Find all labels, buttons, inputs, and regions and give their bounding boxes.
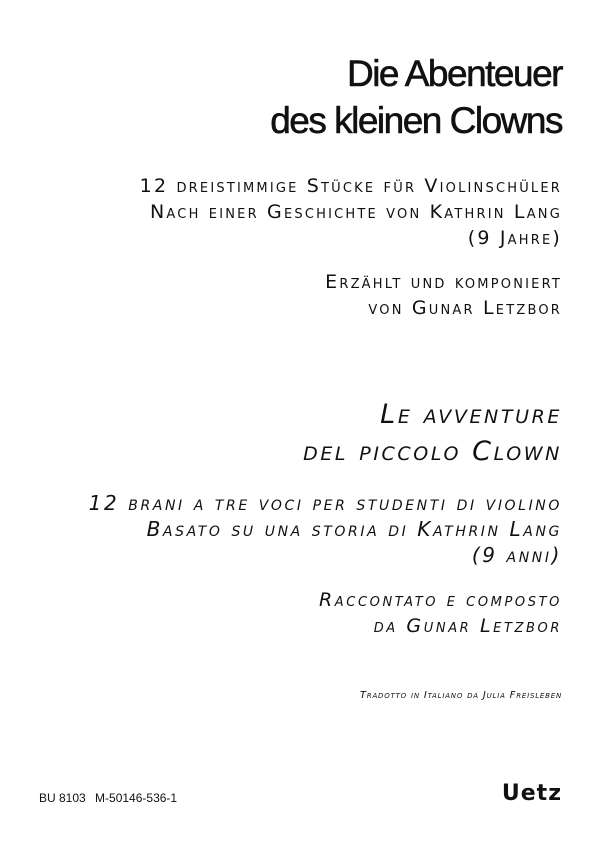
german-subtitle [140, 173, 562, 251]
german-credit-line: von Gunar Letzbor [368, 297, 562, 319]
italian-subtitle-line: (9 anni) [471, 543, 562, 567]
ismn-number: M-50146-536-1 [95, 791, 178, 805]
catalog-number: BU 8103 [39, 791, 86, 805]
german-title-line: des kleinen Clowns [270, 100, 562, 141]
german-subtitle-line: Nach einer Geschichte von Kathrin Lang [150, 201, 562, 223]
publisher-logo: Uetz [501, 781, 562, 806]
italian-title [303, 396, 562, 470]
italian-credit [319, 587, 562, 639]
italian-credit-line: da Gunar Letzbor [373, 615, 562, 637]
italian-credit-line: Raccontato e composto [319, 589, 562, 611]
german-subtitle-line: 12 dreistimmige Stücke für Violinschüler [139, 175, 562, 197]
italian-subtitle [89, 490, 562, 568]
italian-subtitle-line: Basato su una storia di Kathrin Lang [146, 517, 562, 541]
catalog-info [39, 791, 177, 805]
german-subtitle-line: (9 Jahre) [467, 227, 562, 249]
italian-title-line: Le avventure [380, 399, 562, 430]
german-credit [325, 269, 562, 321]
german-title [270, 50, 562, 144]
translator-note: Tradotto in Italiano da Julia Freisleben [359, 690, 562, 701]
italian-subtitle-line: 12 brani a tre voci per studenti di violino [88, 491, 562, 515]
italian-title-line: del piccolo Clown [303, 436, 562, 467]
german-credit-line: Erzählt und komponiert [325, 271, 562, 293]
german-title-line: Die Abenteuer [346, 53, 562, 94]
